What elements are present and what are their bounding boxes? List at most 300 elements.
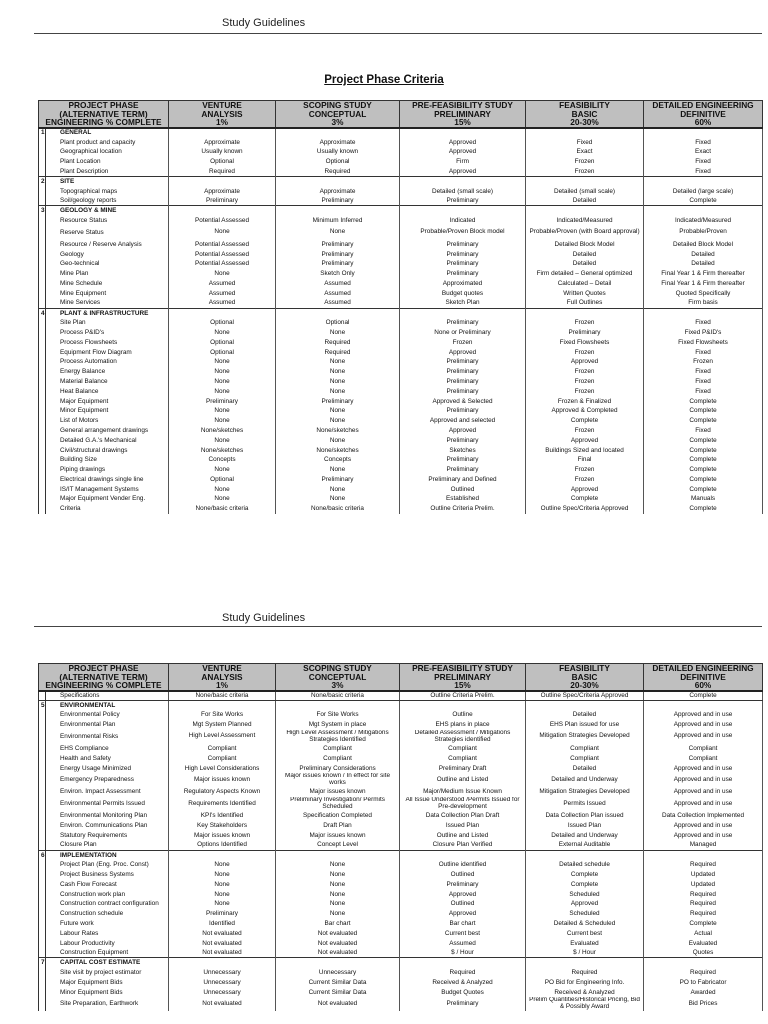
row-value-cell: Updated xyxy=(644,879,763,889)
row-value-cell: None/basic criteria xyxy=(169,691,276,701)
row-value-cell: None xyxy=(169,435,276,445)
row-value-cell: Compliant xyxy=(169,753,276,763)
header-rule xyxy=(34,33,762,34)
column-header-line: BASIC xyxy=(571,108,598,119)
section-empty-cell xyxy=(276,176,400,186)
column-header xyxy=(644,101,763,128)
row-value-cell: None xyxy=(276,386,400,396)
section-empty-cell xyxy=(276,958,400,968)
section-empty-cell xyxy=(276,700,400,710)
row-value-cell: Assumed xyxy=(169,279,276,289)
section-empty-cell xyxy=(276,850,400,860)
column-header-line: 60% xyxy=(694,679,712,690)
row-number-cell xyxy=(39,298,46,308)
column-header-line: SCOPING STUDY xyxy=(303,100,372,111)
table-row xyxy=(39,357,763,367)
row-value-cell: Preliminary xyxy=(400,249,526,259)
section-header-row xyxy=(39,958,763,968)
row-number-cell xyxy=(39,919,46,929)
column-header-line: 20-30% xyxy=(570,116,599,127)
section-empty-cell xyxy=(644,308,763,318)
row-item-label: Site Plan xyxy=(60,319,86,327)
column-header-line: SCOPING STUDY xyxy=(303,663,372,674)
row-number-cell xyxy=(39,167,46,177)
header-title-2: Study Guidelines xyxy=(222,612,306,624)
row-value-cell: Preliminary xyxy=(169,196,276,206)
row-value-cell: None xyxy=(169,879,276,889)
row-value-cell: For Site Works xyxy=(276,710,400,720)
row-item-label: Soil/geology reports xyxy=(60,197,117,205)
column-header-line: CONCEPTUAL xyxy=(308,671,367,682)
row-value-cell: Assumed xyxy=(169,298,276,308)
row-number-cell xyxy=(39,337,46,347)
row-value-cell: Assumed xyxy=(276,298,400,308)
table-row xyxy=(39,787,763,797)
row-value-cell: Preliminary xyxy=(400,239,526,249)
row-value-cell: Preliminary xyxy=(276,196,400,206)
row-value-cell: Compliant xyxy=(276,753,400,763)
row-item-label: Project Business Systems xyxy=(60,870,134,878)
row-number-cell xyxy=(39,377,46,387)
row-value-cell: Full Outlines xyxy=(526,298,644,308)
row-value-cell: Preliminary xyxy=(169,396,276,406)
table-row xyxy=(39,249,763,259)
row-value-cell: None xyxy=(276,494,400,504)
row-value-cell: Detailed (large scale) xyxy=(644,186,763,196)
table-row xyxy=(39,216,763,226)
row-value-cell: Indicated/Measured xyxy=(644,216,763,226)
row-value-cell: Sketches xyxy=(400,445,526,455)
table-row xyxy=(39,465,763,475)
row-value-cell: Bid Prices xyxy=(644,997,763,1011)
table-row xyxy=(39,840,763,850)
row-value-cell: None xyxy=(169,225,276,239)
row-value-cell: Current best xyxy=(400,928,526,938)
row-value-cell: Complete xyxy=(644,484,763,494)
row-value-cell: None xyxy=(169,357,276,367)
row-value-cell: Detailed xyxy=(644,249,763,259)
row-value-cell: Frozen xyxy=(526,318,644,328)
row-item-label: Process P&ID's xyxy=(60,328,105,336)
row-value-cell: Complete xyxy=(644,455,763,465)
section-empty-cell xyxy=(526,308,644,318)
row-item-label: Major Equipment Bids xyxy=(60,978,123,986)
row-value-cell: None/basic criteria xyxy=(169,504,276,514)
row-value-cell: Approved xyxy=(400,167,526,177)
row-item-label: Mine Plan xyxy=(60,270,89,278)
row-value-cell: Required xyxy=(644,968,763,978)
row-value-cell: Compliant xyxy=(400,753,526,763)
table-row xyxy=(39,196,763,206)
row-item-label: Geo-technical xyxy=(60,260,100,268)
row-item-label: Environ. Impact Assessment xyxy=(60,788,141,796)
section-name: GEOLOGY & MINE xyxy=(46,206,169,216)
section-empty-cell xyxy=(400,850,526,860)
row-value-cell: $ / Hour xyxy=(400,948,526,958)
row-value-cell: External Auditable xyxy=(526,840,644,850)
column-header-line: PROJECT PHASE xyxy=(68,663,139,674)
table-row xyxy=(39,909,763,919)
row-value-cell: Frozen xyxy=(526,167,644,177)
table-row xyxy=(39,773,763,787)
row-value-cell: Unnecessary xyxy=(169,987,276,997)
row-value-cell: Approximated xyxy=(400,279,526,289)
section-name: IMPLEMENTATION xyxy=(46,850,169,860)
row-value-cell: Complete xyxy=(644,396,763,406)
row-value-cell: Approved xyxy=(400,347,526,357)
row-item-label: Environmental Plan xyxy=(60,721,116,729)
row-value-cell: Preliminary xyxy=(400,879,526,889)
row-value-cell: Preliminary xyxy=(400,357,526,367)
row-value-cell: Concepts xyxy=(169,455,276,465)
section-empty-cell xyxy=(526,850,644,860)
row-value-cell: Approved and in use xyxy=(644,730,763,744)
row-number-cell xyxy=(39,426,46,436)
row-value-cell: Optional xyxy=(276,318,400,328)
column-header xyxy=(39,101,169,128)
row-value-cell: Approved and in use xyxy=(644,763,763,773)
row-value-cell: Detailed & Scheduled xyxy=(526,919,644,929)
column-header xyxy=(39,664,169,691)
row-value-cell: None xyxy=(169,870,276,880)
document-title xyxy=(0,74,768,86)
section-number: 2 xyxy=(39,176,46,186)
row-number-cell xyxy=(39,225,46,239)
row-value-cell: Assumed xyxy=(276,288,400,298)
section-empty-cell xyxy=(400,308,526,318)
row-value-cell: None xyxy=(276,879,400,889)
section-empty-cell xyxy=(526,176,644,186)
row-value-cell: Frozen xyxy=(644,357,763,367)
row-value-cell: PO to Fabricator xyxy=(644,977,763,987)
row-value-cell: Fixed xyxy=(644,167,763,177)
row-value-cell: Fixed xyxy=(644,318,763,328)
row-value-cell: Scheduled xyxy=(526,889,644,899)
row-value-cell: Evaluated xyxy=(526,938,644,948)
row-value-cell: Approved and in use xyxy=(644,720,763,730)
section-name: CAPITAL COST ESTIMATE xyxy=(46,958,169,968)
row-value-cell: Outlined xyxy=(400,484,526,494)
row-value-cell: Potential Assessed xyxy=(169,239,276,249)
row-number-cell xyxy=(39,830,46,840)
row-number-cell xyxy=(39,928,46,938)
row-value-cell: Detailed schedule xyxy=(526,860,644,870)
row-item-label: Construction contract configuration xyxy=(60,900,159,908)
row-value-cell: Outlined xyxy=(400,870,526,880)
table-row xyxy=(39,406,763,416)
row-number-cell xyxy=(39,870,46,880)
section-empty-cell xyxy=(644,176,763,186)
row-value-cell: Quoted Specifically xyxy=(644,288,763,298)
row-value-cell: Updated xyxy=(644,870,763,880)
row-number-cell xyxy=(39,216,46,226)
row-item-label: List of Motors xyxy=(60,417,99,425)
row-value-cell: Received & Analyzed xyxy=(400,977,526,987)
row-number-cell xyxy=(39,797,46,811)
table-row xyxy=(39,377,763,387)
row-value-cell: Manuals xyxy=(644,494,763,504)
row-value-cell: Optional xyxy=(169,318,276,328)
table-row xyxy=(39,797,763,811)
section-empty-cell xyxy=(169,700,276,710)
row-value-cell: Preliminary xyxy=(400,455,526,465)
row-value-cell: Options Identified xyxy=(169,840,276,850)
column-header-line: ENGINEERING % COMPLETE xyxy=(45,116,162,127)
row-value-cell: Approved xyxy=(400,147,526,157)
row-value-cell: Preliminary Draft xyxy=(400,763,526,773)
row-value-cell: Approved xyxy=(400,909,526,919)
row-value-cell: Required xyxy=(169,167,276,177)
row-value-cell: None xyxy=(276,435,400,445)
column-header-line: PRE-FEASIBILITY STUDY xyxy=(412,663,513,674)
row-item-label: General arrangement drawings xyxy=(60,426,149,434)
row-value-cell: Indicated/Measured xyxy=(526,216,644,226)
row-value-cell: Not evaluated xyxy=(169,928,276,938)
row-value-cell: Firm basis xyxy=(644,298,763,308)
row-item-label: Plant product and capacity xyxy=(60,138,136,146)
row-value-cell: None xyxy=(276,899,400,909)
row-value-cell: Concepts xyxy=(276,455,400,465)
row-value-cell: Fixed xyxy=(644,347,763,357)
row-value-cell: None xyxy=(169,899,276,909)
row-value-cell: Preliminary xyxy=(276,475,400,485)
row-value-cell: Mgt System in place xyxy=(276,720,400,730)
row-value-cell: Preliminary xyxy=(526,328,644,338)
row-item-label: Minor Equipment Bids xyxy=(60,988,123,996)
row-item-label: Construction Equipment xyxy=(60,949,129,957)
column-header-line: PRE-FEASIBILITY STUDY xyxy=(412,100,513,111)
row-value-cell: Minimum Inferred xyxy=(276,216,400,226)
row-value-cell: Requirements Identified xyxy=(169,797,276,811)
row-value-cell: Probable/Proven (with Board approval) xyxy=(526,225,644,239)
row-item-label: Process Flowsheets xyxy=(60,338,118,346)
criteria-table-2 xyxy=(38,663,763,1011)
table-row xyxy=(39,691,763,701)
table-row xyxy=(39,997,763,1011)
row-value-cell: Required xyxy=(276,167,400,177)
row-value-cell: Preliminary xyxy=(400,997,526,1011)
row-value-cell: Preliminary xyxy=(400,435,526,445)
table-row xyxy=(39,938,763,948)
row-value-cell: Data Collection Plan issued xyxy=(526,811,644,821)
table-row xyxy=(39,870,763,880)
row-value-cell: Approved xyxy=(526,357,644,367)
table-row xyxy=(39,298,763,308)
row-value-cell: None xyxy=(276,870,400,880)
section-number: 6 xyxy=(39,850,46,860)
table-row xyxy=(39,259,763,269)
row-value-cell: Required xyxy=(644,889,763,899)
row-value-cell: Scheduled xyxy=(526,909,644,919)
row-item-label: Construction work plan xyxy=(60,890,126,898)
row-value-cell: Approved and in use xyxy=(644,797,763,811)
row-value-cell: Outline xyxy=(400,710,526,720)
row-value-cell: Not evaluated xyxy=(169,938,276,948)
row-number-cell xyxy=(39,753,46,763)
row-item-label: Energy Usage Minimized xyxy=(60,764,132,772)
section-empty-cell xyxy=(644,206,763,216)
row-value-cell: Firm detailed – General optimized xyxy=(526,269,644,279)
row-value-cell: None xyxy=(276,406,400,416)
row-value-cell: Detailed xyxy=(526,763,644,773)
column-header-line: PRELIMINARY xyxy=(434,671,491,682)
row-value-cell: Preliminary xyxy=(400,367,526,377)
row-value-cell: Exact xyxy=(526,147,644,157)
table-row xyxy=(39,730,763,744)
row-number-cell xyxy=(39,948,46,958)
row-value-cell: Issued Plan xyxy=(400,821,526,831)
row-number-cell xyxy=(39,879,46,889)
table-row xyxy=(39,147,763,157)
row-value-cell: Frozen xyxy=(400,337,526,347)
row-value-cell: Detailed xyxy=(526,710,644,720)
row-value-cell: For Site Works xyxy=(169,710,276,720)
section-empty-cell xyxy=(400,958,526,968)
row-value-cell: Unnecessary xyxy=(169,968,276,978)
section-header-row xyxy=(39,176,763,186)
row-item-label: Mine Services xyxy=(60,299,101,307)
row-value-cell: None xyxy=(169,406,276,416)
row-value-cell: None/basic criteria xyxy=(276,691,400,701)
row-value-cell: None/sketches xyxy=(276,426,400,436)
row-item-label: Mine Schedule xyxy=(60,279,103,287)
row-value-cell: Preliminary xyxy=(400,269,526,279)
row-number-cell xyxy=(39,416,46,426)
table-row xyxy=(39,860,763,870)
row-value-cell: Frozen xyxy=(526,475,644,485)
section-empty-cell xyxy=(276,128,400,138)
row-item-label: Environmental Monitoring Plan xyxy=(60,812,148,820)
row-number-cell xyxy=(39,504,46,514)
row-item-label: Mine Equipment xyxy=(60,289,107,297)
row-value-cell: Approximate xyxy=(276,137,400,147)
table-row xyxy=(39,288,763,298)
row-value-cell: Preliminary xyxy=(276,259,400,269)
row-value-cell: Major issues known xyxy=(276,787,400,797)
row-value-cell: Current Similar Data xyxy=(276,987,400,997)
table-row xyxy=(39,919,763,929)
table-row xyxy=(39,347,763,357)
row-value-cell: Exact xyxy=(644,147,763,157)
table-row xyxy=(39,279,763,289)
section-empty-cell xyxy=(526,206,644,216)
row-item-label: Civil/structural drawings xyxy=(60,446,128,454)
row-number-cell xyxy=(39,249,46,259)
section-name: GENERAL xyxy=(46,128,169,138)
row-value-cell: Complete xyxy=(644,416,763,426)
row-item-label: Process Automation xyxy=(60,358,117,366)
row-number-cell xyxy=(39,968,46,978)
section-empty-cell xyxy=(526,700,644,710)
row-value-cell: Approved xyxy=(526,484,644,494)
row-value-cell: Potential Assessed xyxy=(169,259,276,269)
row-value-cell: Complete xyxy=(526,879,644,889)
row-value-cell: Optional xyxy=(169,347,276,357)
row-value-cell: Preliminary xyxy=(276,396,400,406)
row-value-cell: Outline Spec/Criteria Approved xyxy=(526,504,644,514)
row-value-cell: Not evaluated xyxy=(169,948,276,958)
row-value-cell: None/sketches xyxy=(169,445,276,455)
row-value-cell: Preliminary xyxy=(400,318,526,328)
row-value-cell: Compliant xyxy=(526,744,644,754)
row-value-cell: Not evaluated xyxy=(276,948,400,958)
column-header-line: FEASIBILITY xyxy=(559,663,610,674)
table-row xyxy=(39,928,763,938)
row-item-label: Resource / Reserve Analysis xyxy=(60,240,142,248)
table-row xyxy=(39,396,763,406)
section-empty-cell xyxy=(276,308,400,318)
column-header-line: 3% xyxy=(331,116,344,127)
row-value-cell: Detailed (small scale) xyxy=(400,186,526,196)
row-value-cell: Approved xyxy=(526,899,644,909)
row-value-cell: Specification Completed xyxy=(276,811,400,821)
row-number-cell xyxy=(39,406,46,416)
row-item-label: Building Size xyxy=(60,456,97,464)
row-number-cell xyxy=(39,860,46,870)
row-value-cell: Preliminary xyxy=(400,465,526,475)
row-value-cell: None/basic criteria xyxy=(276,504,400,514)
row-value-cell: Unnecessary xyxy=(276,968,400,978)
row-value-cell: Detailed and Underway xyxy=(526,830,644,840)
column-header-line: ENGINEERING % COMPLETE xyxy=(45,679,162,690)
row-value-cell: Detailed xyxy=(526,259,644,269)
row-number-cell xyxy=(39,269,46,279)
row-value-cell: Usually known xyxy=(276,147,400,157)
row-value-cell: Outlined xyxy=(400,899,526,909)
table-row xyxy=(39,167,763,177)
row-value-cell: Detailed (small scale) xyxy=(526,186,644,196)
row-item-label: Site Preparation, Earthwork xyxy=(60,1000,139,1008)
row-value-cell: Fixed Flowsheets xyxy=(526,337,644,347)
table-row xyxy=(39,475,763,485)
table-row xyxy=(39,455,763,465)
column-header-line: (ALTERNATIVE TERM) xyxy=(59,671,148,682)
row-item-label: Site visit by project estimator xyxy=(60,968,142,976)
table-row xyxy=(39,977,763,987)
row-item-label: Specifications xyxy=(46,691,169,701)
row-value-cell: Detailed xyxy=(526,249,644,259)
row-value-cell: None xyxy=(169,465,276,475)
row-value-cell: None xyxy=(276,367,400,377)
row-value-cell: Assumed xyxy=(400,938,526,948)
column-header-line: 3% xyxy=(331,679,344,690)
row-value-cell: Required xyxy=(644,860,763,870)
row-value-cell: Required xyxy=(526,968,644,978)
row-number-cell xyxy=(39,347,46,357)
row-value-cell: Managed xyxy=(644,840,763,850)
section-empty-cell xyxy=(400,206,526,216)
row-value-cell: Required xyxy=(644,909,763,919)
row-value-cell: Approved and selected xyxy=(400,416,526,426)
row-value-cell: None xyxy=(169,386,276,396)
column-header xyxy=(526,101,644,128)
row-number-cell xyxy=(39,763,46,773)
row-number-cell xyxy=(39,909,46,919)
row-value-cell: Compliant xyxy=(169,744,276,754)
row-number-cell xyxy=(39,367,46,377)
column-header-line: BASIC xyxy=(571,671,598,682)
row-number-cell xyxy=(39,720,46,730)
table-row xyxy=(39,710,763,720)
row-value-cell: None xyxy=(276,357,400,367)
row-value-cell: Preliminary xyxy=(169,909,276,919)
row-item-label: Environmental Policy xyxy=(60,711,120,719)
row-value-cell: Potential Assessed xyxy=(169,216,276,226)
row-value-cell: Frozen & Finalized xyxy=(526,396,644,406)
row-number-cell xyxy=(39,328,46,338)
row-value-cell: KPI's Identified xyxy=(169,811,276,821)
column-header-line: PROJECT PHASE xyxy=(68,100,139,111)
